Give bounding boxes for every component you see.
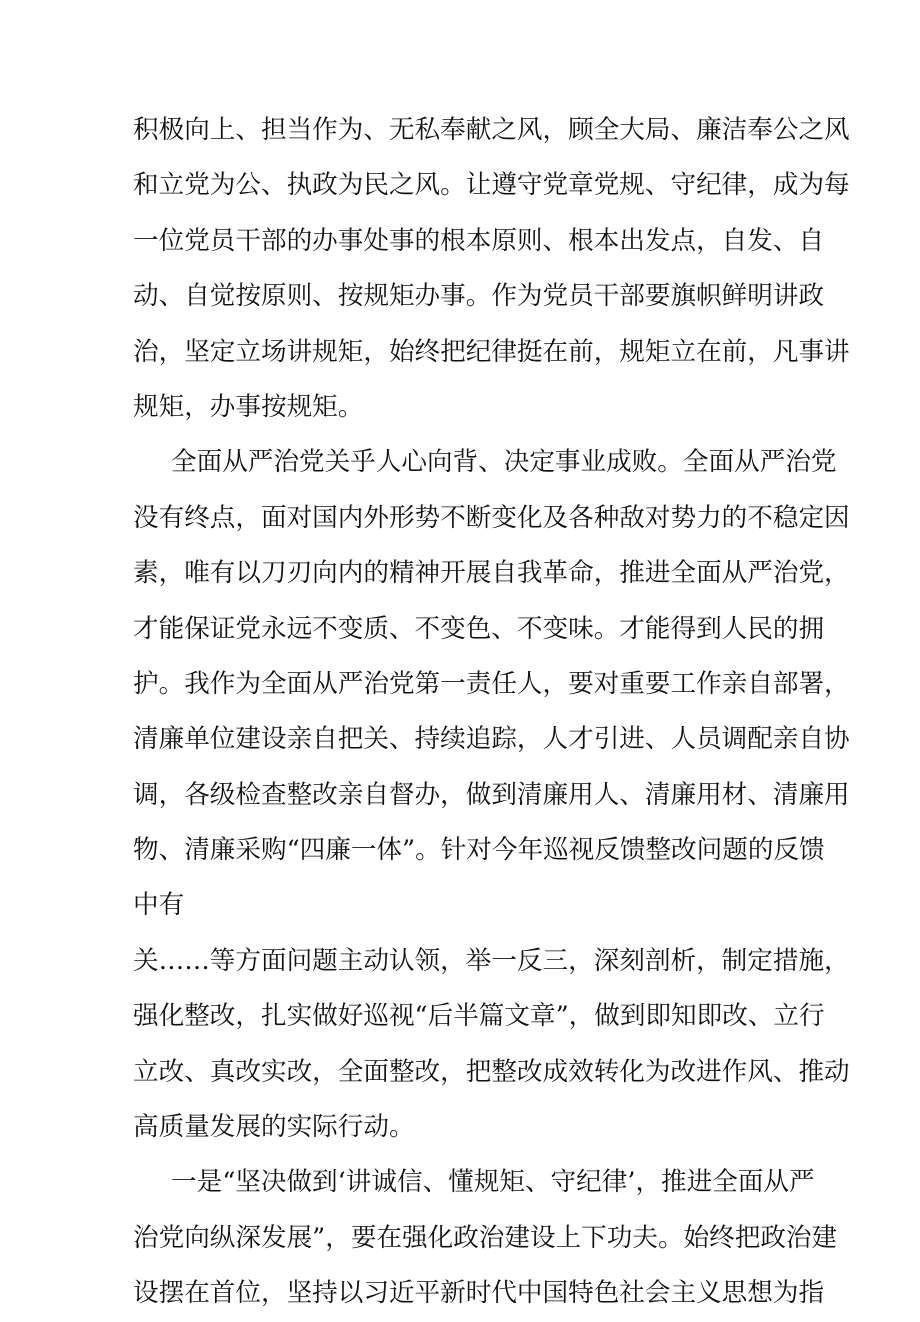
paragraph-3 — [133, 934, 850, 1156]
paragraph-2 — [133, 435, 850, 934]
text-line: 和立党为公、执政为民之风。让遵守党章党规、守纪律，成为每 — [133, 170, 850, 201]
text-line: 素，唯有以刀刃向内的精神开展自我革命，推进全面从严治党， — [133, 558, 850, 589]
text-line: 立改、真改实改，全面整改，把整改成效转化为改进作风、推动 — [133, 1056, 850, 1087]
text-line: 积极向上、担当作为、无私奉献之风，顾全大局、廉洁奉公之风 — [133, 115, 850, 145]
paragraph-1 — [133, 103, 850, 435]
text-line: 治党向纵深发展”，要在强化政治建设上下功夫。始终把政治建 — [133, 1222, 838, 1253]
text-line: 高质量发展的实际行动。 — [133, 1112, 415, 1143]
text-line: 一位党员干部的办事处事的根本原则、根本出发点，自发、自 — [133, 225, 825, 256]
text-line: 治，坚定立场讲规矩，始终把纪律挺在前，规矩立在前，凡事讲 — [133, 336, 850, 367]
text-line: 一是“坚决做到‘讲诚信、懂规矩、守纪律’，推进全面从严 — [171, 1167, 815, 1198]
text-line: 护。我作为全面从严治党第一责任人，要对重要工作亲自部署， — [133, 668, 850, 699]
text-line: 强化整改，扎实做好巡视“后半篇文章”，做到即知即改、立行 — [133, 1001, 825, 1032]
text-line: 中有 — [133, 890, 185, 921]
text-line: 动、自觉按原则、按规矩办事。作为党员干部要旗帜鲜明讲政 — [133, 281, 825, 312]
paragraph-4 — [133, 1155, 838, 1321]
text-line: 设摆在首位，坚持以习近平新时代中国特色社会主义思想为指 — [133, 1278, 825, 1309]
text-line: 规矩，办事按规矩。 — [133, 391, 364, 422]
text-line: 调，各级检查整改亲自督办，做到清廉用人、清廉用材、清廉用 — [133, 779, 850, 810]
text-line: 关……等方面问题主动认领，举一反三，深刻剖析，制定措施， — [133, 945, 850, 976]
text-line: 没有终点，面对国内外形势不断变化及各种敌对势力的不稳定因 — [133, 502, 850, 533]
text-line: 物、清廉采购“四廉一体”。针对今年巡视反馈整改问题的反馈 — [133, 835, 825, 866]
text-line: 全面从严治党关乎人心向背、决定事业成败。全面从严治党 — [171, 447, 837, 478]
text-line: 清廉单位建设亲自把关、持续追踪，人才引进、人员调配亲自协 — [133, 724, 850, 755]
text-line: 才能保证党永远不变质、不变色、不变味。才能得到人民的拥 — [133, 613, 825, 644]
document-body — [133, 103, 850, 1322]
